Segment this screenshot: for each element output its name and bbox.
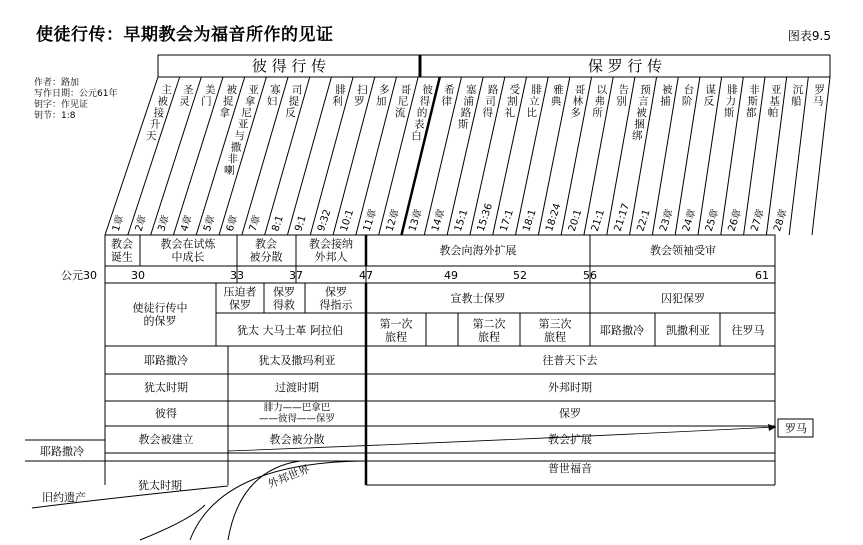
header-peter: 彼 得 行 传 (251, 57, 327, 75)
chapter-title (704, 83, 717, 108)
places-judea-damascus-arabia: 犹太 大马士革 阿拉伯 (237, 323, 343, 337)
bottom-jewish-period: 犹太时期 (138, 478, 182, 492)
chapter-title (616, 83, 629, 108)
rome-label: 罗马 (785, 421, 807, 435)
page-title: 使徒行传：早期教会为福音所作的见证 (36, 25, 334, 45)
chapter-ref: 20:1 (566, 208, 585, 233)
paul-saved: 保罗得救 (273, 285, 295, 311)
chapter-title-char: 反 (285, 107, 296, 119)
chapter-title-char: 提 (288, 95, 300, 108)
chapter-title (551, 83, 564, 108)
chapter-title-char: 亚 (248, 84, 259, 96)
journey-1: 第一次旅程 (379, 317, 413, 343)
chapter-title-char: 尼 (397, 95, 409, 108)
chapter-title-char: 基 (769, 95, 780, 108)
chapter-title-char: 尼 (241, 107, 252, 119)
chapter-title-char: 被 (661, 84, 673, 96)
meta-date: 写作日期：公元61年 (34, 89, 118, 99)
chapter-title-char: 别 (616, 95, 627, 108)
chapter-title (660, 83, 673, 108)
chapter-title-char: 哥 (574, 84, 586, 96)
geo-jerusalem: 耶路撒冷 (144, 353, 188, 367)
phase-leader-trial: 教会领袖受审 (650, 243, 716, 257)
phase-gentiles: 教会接纳外邦人 (309, 237, 353, 263)
chapter-title-char: 浦 (463, 95, 474, 108)
chapter-title-char: 捕 (660, 95, 671, 108)
chapter-title-char: 腓 (727, 84, 738, 96)
chapter-title-char: 帕 (767, 107, 779, 119)
chapter-title (570, 83, 586, 119)
chapter-title (458, 83, 477, 131)
chapter-ref: 6章 (224, 213, 241, 233)
chapter-title (354, 83, 368, 108)
phase-trial: 教会在试炼中成长 (160, 237, 216, 263)
figure-paul: 保罗 (559, 406, 581, 420)
chapter-title-char: 多 (378, 84, 390, 96)
chapter-ref: 1章 (110, 213, 127, 233)
chapter-title-char: 彼 (422, 84, 434, 96)
geo-judea-samaria: 犹太及撒玛利亚 (258, 353, 336, 367)
meta-keyword: 钥字：作见证 (34, 100, 89, 110)
chapter-ref: 24章 (680, 207, 699, 233)
chapter-title-char: 罗 (354, 95, 365, 108)
chapter-title-char: 被 (636, 107, 647, 119)
chapter-ref: 12章 (384, 207, 402, 233)
chapter-title-char: 捉 (223, 95, 234, 108)
phase-scattered: 教会被分散 (249, 237, 283, 263)
chapter-title-char: 受 (509, 84, 521, 96)
year-tick: 33 (230, 268, 244, 282)
paul-missionary: 宣教士保罗 (450, 291, 506, 305)
chapter-ref: 23章 (658, 207, 676, 233)
chapter-title-char: 路 (460, 107, 472, 119)
period-gentile: 外邦时期 (548, 380, 592, 394)
chapter-title-char: 立 (528, 95, 540, 108)
chapter-divider (105, 77, 158, 235)
chapter-ref: 28章 (772, 207, 790, 233)
year-tick: 52 (513, 268, 527, 282)
chapter-title-char: 绑 (632, 130, 643, 142)
chapter-title (332, 83, 346, 108)
chapter-title (632, 84, 651, 142)
chapter-title-char: 斯 (458, 118, 469, 131)
chapter-title-char: 典 (550, 95, 562, 108)
chapter-ref: 9:32 (316, 208, 334, 233)
chapter-title-char: 利 (332, 95, 343, 108)
chapter-title-char: 割 (507, 95, 518, 108)
church-established: 教会被建立 (138, 432, 194, 446)
chapter-title-char: 沉 (792, 84, 804, 96)
period-transition: 过渡时期 (275, 380, 319, 394)
chapter-title-char: 美 (204, 84, 216, 96)
bottom-gentile-world: 外邦世界 (265, 462, 312, 492)
chapter-title-char: 白 (411, 130, 422, 142)
chapter-ref: 8:1 (270, 214, 286, 233)
bottom-ot-heritage: 旧约遗产 (42, 490, 86, 504)
chapter-title (442, 84, 456, 108)
figure-transition: 腓力——巴拿巴——彼得——保罗 (258, 402, 336, 424)
church-extended: 教会扩展 (548, 432, 592, 446)
chapter-title-char: 表 (414, 118, 425, 131)
chapter-title-char: 非 (749, 84, 760, 96)
chapter-title-char: 腓 (335, 84, 346, 96)
chapter-title-char: 天 (146, 130, 157, 142)
chapter-title-char: 司 (291, 84, 303, 96)
chapter-title (267, 83, 281, 108)
year-tick: 56 (583, 268, 597, 282)
chapter-title-char: 以 (596, 84, 608, 96)
chapter-title (724, 83, 738, 119)
chapter-title-char: 升 (149, 118, 161, 131)
journey-3: 第三次旅程 (538, 317, 572, 343)
chapter-ref: 25章 (703, 207, 722, 233)
paul-in-acts: 使徒行传中的保罗 (132, 301, 188, 327)
chapter-title-char: 亚 (770, 84, 782, 96)
chapter-title-char: 弗 (594, 95, 606, 108)
ot-curve-2 (140, 505, 205, 540)
chapter-title-char: 罗 (814, 84, 825, 96)
chapter-title (219, 83, 237, 119)
chapter-title (285, 84, 302, 119)
chapter-title-char: 反 (703, 95, 715, 108)
chapter-title-char: 马 (813, 95, 824, 108)
chapter-title (527, 83, 543, 119)
chapter-ref: 18:1 (521, 208, 539, 233)
chapter-title-char: 斯 (747, 95, 758, 108)
chapter-title-char: 哥 (400, 84, 412, 96)
year-label-start: 公元30 (61, 268, 97, 282)
chapter-title-char: 得 (482, 107, 494, 119)
chapter-title-char: 比 (526, 107, 538, 119)
chapter-ref: 5章 (202, 213, 218, 233)
chapter-title-char: 与 (234, 130, 245, 142)
paul-instructed: 保罗得指示 (319, 285, 353, 311)
chapter-ref: 27章 (749, 207, 767, 233)
year-tick: 61 (755, 268, 769, 282)
chapter-title-char: 扫 (357, 84, 368, 96)
chapter-title-char: 力 (725, 95, 737, 108)
chapter-title (768, 84, 782, 119)
left-jerusalem: 耶路撒冷 (40, 444, 84, 458)
chapter-title-char: 告 (618, 84, 629, 96)
chapter-ref: 15:1 (452, 208, 471, 233)
chapter-title-char: 路 (487, 84, 499, 96)
chapter-title-char: 被 (157, 95, 168, 108)
chapter-ref: 9:1 (293, 214, 309, 233)
prisoner-caesarea: 凯撒利亚 (666, 323, 710, 337)
chapter-title-char: 都 (745, 107, 757, 119)
curve-outer (190, 461, 366, 540)
journey-2: 第二次旅程 (472, 317, 506, 343)
chapter-divider (128, 77, 180, 235)
church-scattered: 教会被分散 (269, 432, 325, 446)
chapter-title-char: 腓 (531, 84, 542, 96)
chapter-title-char: 非 (227, 153, 238, 165)
bottom-gospel: 普世福音 (548, 461, 592, 475)
chapter-title-char: 台 (683, 84, 695, 96)
meta-author: 作者：路加 (34, 78, 80, 88)
chapter-title (813, 84, 825, 108)
chapter-title-char: 所 (592, 107, 603, 119)
paul-persecutor: 压迫者保罗 (223, 285, 257, 311)
chapter-title-char: 得 (419, 95, 431, 108)
chapter-title (746, 83, 760, 119)
prisoner-jerusalem: 耶路撒冷 (600, 323, 644, 337)
chapter-title (179, 84, 194, 108)
chapter-title-char: 门 (201, 95, 212, 108)
chapter-title-char: 主 (161, 84, 172, 96)
year-tick: 37 (289, 268, 303, 282)
chapter-ref: 4章 (179, 213, 195, 233)
prisoner-to-rome: 往罗马 (731, 323, 765, 337)
chapter-title-char: 多 (570, 107, 581, 119)
chapter-ref: 14章 (430, 207, 448, 233)
chapter-title-char: 圣 (183, 84, 194, 96)
chapter-ref: 21:1 (589, 208, 608, 233)
chapter-title-char: 捆 (634, 118, 645, 131)
figure-peter: 彼得 (155, 406, 177, 420)
chapter-title-char: 亚 (237, 118, 249, 131)
chapter-title-char: 谋 (705, 84, 717, 96)
chapter-title-char: 的 (416, 107, 428, 119)
chapter-title (201, 83, 216, 108)
meta-keyverse: 钥节：1:8 (34, 111, 76, 121)
chapter-title-char: 拿 (244, 95, 256, 108)
year-tick: 30 (131, 268, 145, 282)
chapter-title-char: 塞 (466, 84, 477, 96)
chapter-ref: 13章 (407, 207, 425, 233)
chapter-title-char: 寡 (270, 84, 281, 96)
chapter-ref: 2章 (133, 213, 150, 233)
chapter-title-char: 律 (441, 95, 453, 108)
chapter-title-char: 林 (572, 95, 584, 108)
chapter-title (791, 84, 803, 108)
chapter-title-char: 司 (485, 95, 496, 108)
chapter-title-char: 礼 (504, 107, 516, 119)
chapter-title-char: 撒 (230, 141, 242, 154)
chapter-title (592, 84, 607, 119)
chapter-title-char: 妇 (266, 95, 278, 108)
chapter-ref: 3章 (156, 213, 172, 233)
header-paul: 保 罗 行 传 (587, 57, 663, 75)
chapter-title-char: 希 (444, 84, 455, 96)
chapter-title-char: 言 (638, 95, 649, 108)
chapter-title-char: 被 (226, 84, 238, 96)
chapter-ref: 22:1 (635, 208, 653, 233)
chapter-ref: 21:17 (612, 202, 632, 233)
chapter-title-char: 阶 (681, 95, 693, 108)
chapter-title-char: 斯 (723, 107, 735, 119)
chapter-title-char: 雅 (553, 84, 564, 96)
chapter-title-char: 加 (375, 95, 387, 108)
year-tick: 49 (444, 268, 458, 282)
chapter-ref: 10:1 (338, 208, 357, 233)
chapter-title-char: 接 (153, 107, 165, 119)
chapter-title-char: 拿 (219, 107, 230, 119)
chapter-title-char: 预 (640, 84, 651, 96)
chapter-ref: 17:1 (498, 208, 516, 233)
period-jewish: 犹太时期 (144, 380, 188, 394)
chapter-title-char: 船 (791, 95, 802, 108)
paul-prisoner: 囚犯保罗 (661, 291, 705, 305)
chapter-ref: 11章 (361, 207, 380, 233)
geo-whole-world: 往普天下去 (542, 353, 598, 367)
chapter-title (376, 84, 389, 108)
phase-birth: 教会诞生 (111, 237, 133, 263)
chapter-title-char: 灵 (179, 95, 190, 108)
chapter-title-char: 喇 (223, 164, 235, 177)
chart-number: 图表9.5 (787, 29, 831, 43)
chapter-ref: 7章 (247, 213, 264, 233)
chapter-title (682, 83, 695, 108)
year-tick: 47 (359, 268, 373, 282)
chapter-ref: 15:36 (475, 202, 496, 233)
chapter-title-char: 流 (394, 107, 406, 119)
chapter-ref: 18:24 (544, 202, 564, 233)
phase-expansion: 教会向海外扩展 (439, 243, 517, 257)
chapter-ref: 26章 (726, 207, 745, 233)
